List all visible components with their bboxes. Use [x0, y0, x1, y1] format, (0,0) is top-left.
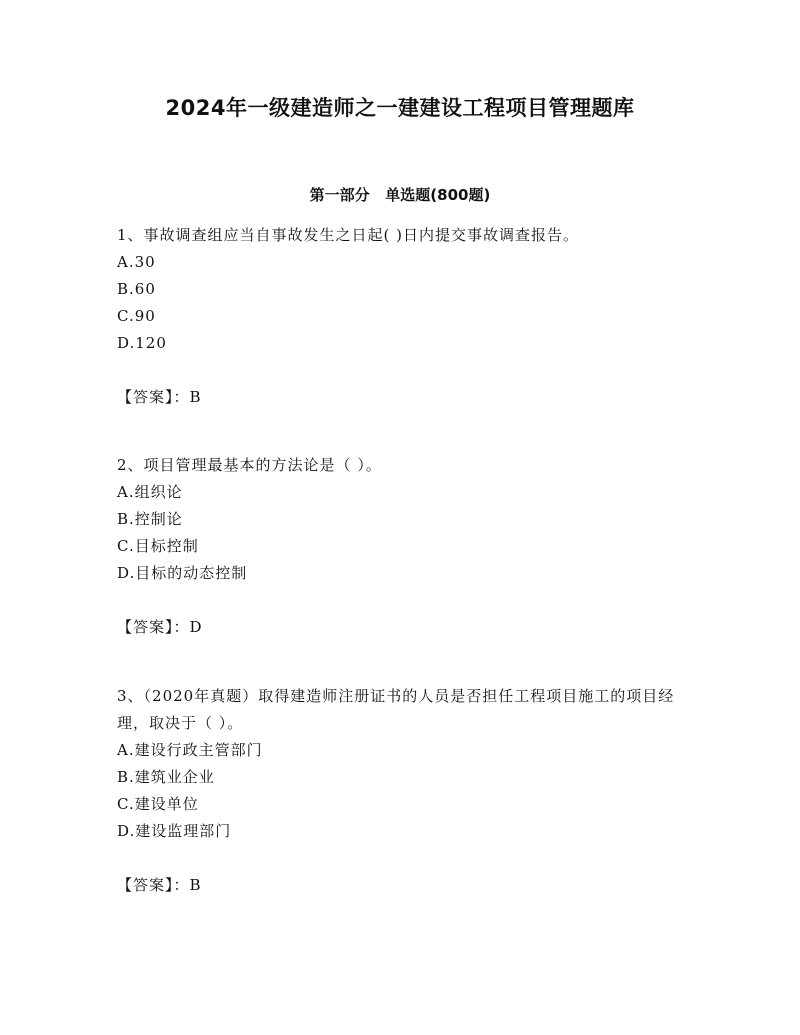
option-d: D.目标的动态控制: [117, 564, 248, 582]
option-c: C.目标控制: [117, 537, 199, 555]
answer-label: 【答案】：B: [117, 876, 202, 894]
option-b: B.控制论: [117, 510, 183, 528]
section-heading: 第一部分 单选题(800题): [309, 186, 491, 204]
answer-label: 【答案】：D: [117, 618, 203, 636]
question-stem: 2、项目管理最基本的方法论是（ ）。: [117, 456, 382, 474]
option-d: D.120: [117, 334, 167, 352]
option-d: D.建设监理部门: [117, 822, 232, 840]
option-c: C.90: [117, 307, 156, 325]
question-2: [117, 452, 692, 641]
option-b: B.60: [117, 280, 156, 298]
document-title: 2024年一级建造师之一建建设工程项目管理题库: [165, 96, 635, 120]
option-a: A.建设行政主管部门: [117, 741, 263, 759]
question-3: [117, 683, 692, 899]
option-c: C.建设单位: [117, 795, 199, 813]
question-stem: 1、事故调查组应当自事故发生之日起( )日内提交事故调查报告。: [117, 226, 580, 244]
answer-label: 【答案】：B: [117, 388, 202, 406]
option-a: A.30: [117, 253, 156, 271]
option-b: B.建筑业企业: [117, 768, 215, 786]
question-stem: 3、（2020年真题）取得建造师注册证书的人员是否担任工程项目施工的项目经理，取决于（ ）。: [117, 687, 675, 732]
option-a: A.组织论: [117, 483, 183, 501]
question-1: [117, 222, 692, 411]
